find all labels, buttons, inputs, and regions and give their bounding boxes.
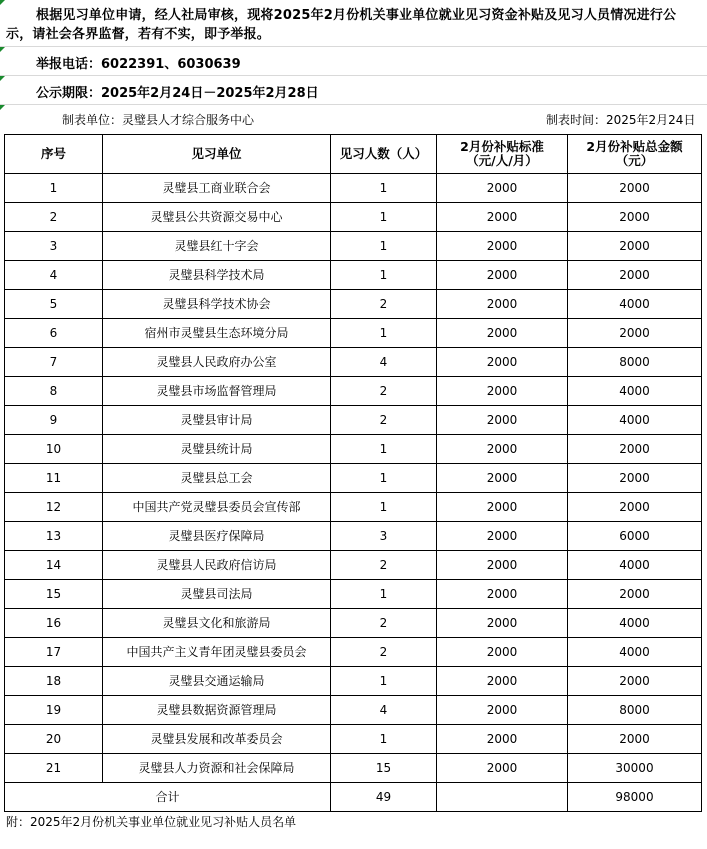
row-count: 1: [331, 667, 437, 696]
row-unit: 灵璧县人民政府信访局: [103, 551, 331, 580]
row-amount: 2000: [568, 435, 702, 464]
row-count: 1: [331, 435, 437, 464]
row-amount: 8000: [568, 696, 702, 725]
row-amount: 30000: [568, 754, 702, 783]
table-row: [5, 667, 702, 696]
row-unit: 灵璧县交通运输局: [103, 667, 331, 696]
table-row: [5, 638, 702, 667]
row-count: 3: [331, 522, 437, 551]
row-standard: 2000: [437, 725, 568, 754]
table-row: [5, 406, 702, 435]
row-standard: 2000: [437, 696, 568, 725]
row-standard: 2000: [437, 493, 568, 522]
row-unit: 灵璧县工商业联合会: [103, 174, 331, 203]
row-index: 8: [5, 377, 103, 406]
row-unit: 灵璧县公共资源交易中心: [103, 203, 331, 232]
row-amount: 8000: [568, 348, 702, 377]
header-standard: 2月份补贴标准 （元/人/月）: [437, 135, 568, 174]
row-index: 11: [5, 464, 103, 493]
row-index: 14: [5, 551, 103, 580]
row-unit: 中国共产主义青年团灵璧县委员会: [103, 638, 331, 667]
row-standard: 2000: [437, 551, 568, 580]
row-count: 1: [331, 174, 437, 203]
row-index: 15: [5, 580, 103, 609]
row-index: 17: [5, 638, 103, 667]
row-index: 20: [5, 725, 103, 754]
header-count: 见习人数（人）: [331, 135, 437, 174]
row-index: 12: [5, 493, 103, 522]
row-index: 9: [5, 406, 103, 435]
total-count: 49: [331, 783, 437, 812]
row-count: 1: [331, 493, 437, 522]
total-row: [5, 783, 702, 812]
row-count: 1: [331, 725, 437, 754]
row-index: 13: [5, 522, 103, 551]
notice-intro: 根据见习单位申请，经人社局审核，现将2025年2月份机关事业单位就业见习资金补贴及见习人员情况进行公示，请社会各界监督，若有不实，即予举报。: [6, 8, 677, 42]
row-standard: 2000: [437, 667, 568, 696]
row-count: 2: [331, 638, 437, 667]
row-unit: 灵璧县总工会: [103, 464, 331, 493]
row-count: 2: [331, 609, 437, 638]
row-index: 19: [5, 696, 103, 725]
row-standard: 2000: [437, 638, 568, 667]
row-standard: 2000: [437, 174, 568, 203]
row-index: 1: [5, 174, 103, 203]
row-unit: 灵璧县统计局: [103, 435, 331, 464]
row-unit: 灵璧县人民政府办公室: [103, 348, 331, 377]
table-row: [5, 696, 702, 725]
table-row: [5, 609, 702, 638]
row-amount: 4000: [568, 290, 702, 319]
row-standard: 2000: [437, 754, 568, 783]
row-count: 1: [331, 232, 437, 261]
cell-marker: [0, 47, 5, 52]
row-standard: 2000: [437, 290, 568, 319]
row-unit: 灵璧县司法局: [103, 580, 331, 609]
notice-period: 公示期限：2025年2月24日－2025年2月28日: [36, 86, 319, 101]
row-unit: 灵璧县医疗保障局: [103, 522, 331, 551]
row-unit: 灵璧县审计局: [103, 406, 331, 435]
cell-marker: [0, 76, 5, 81]
row-amount: 2000: [568, 725, 702, 754]
row-standard: 2000: [437, 203, 568, 232]
table-row: [5, 754, 702, 783]
row-index: 6: [5, 319, 103, 348]
row-divider: [0, 104, 707, 105]
row-standard: 2000: [437, 580, 568, 609]
total-standard: [437, 783, 568, 812]
row-amount: 2000: [568, 319, 702, 348]
row-amount: 2000: [568, 667, 702, 696]
header-amount: 2月份补贴总金额 （元）: [568, 135, 702, 174]
row-amount: 2000: [568, 203, 702, 232]
table-row: [5, 580, 702, 609]
total-amount: 98000: [568, 783, 702, 812]
table-row: [5, 232, 702, 261]
row-count: 1: [331, 261, 437, 290]
row-standard: 2000: [437, 406, 568, 435]
row-amount: 2000: [568, 232, 702, 261]
row-index: 16: [5, 609, 103, 638]
row-unit: 中国共产党灵璧县委员会宣传部: [103, 493, 331, 522]
row-unit: 灵璧县科学技术局: [103, 261, 331, 290]
table-row: [5, 464, 702, 493]
appendix-note: 附：2025年2月份机关事业单位就业见习补贴人员名单: [6, 815, 297, 829]
row-count: 1: [331, 203, 437, 232]
row-amount: 2000: [568, 493, 702, 522]
row-standard: 2000: [437, 435, 568, 464]
table-row: [5, 377, 702, 406]
prepared-date: 制表时间：2025年2月24日: [546, 113, 696, 127]
header-index: 序号: [5, 135, 103, 174]
total-label: 合计: [5, 783, 331, 812]
row-count: 1: [331, 580, 437, 609]
row-count: 2: [331, 377, 437, 406]
row-unit: 宿州市灵璧县生态环境分局: [103, 319, 331, 348]
row-unit: 灵璧县文化和旅游局: [103, 609, 331, 638]
table-row: [5, 203, 702, 232]
row-divider: [0, 75, 707, 76]
table-row: [5, 174, 702, 203]
row-amount: 4000: [568, 406, 702, 435]
row-count: 15: [331, 754, 437, 783]
row-unit: 灵璧县发展和改革委员会: [103, 725, 331, 754]
prepared-by: 制表单位：灵璧县人才综合服务中心: [62, 113, 255, 127]
row-amount: 2000: [568, 261, 702, 290]
row-count: 4: [331, 696, 437, 725]
cell-marker: [0, 0, 5, 5]
row-index: 3: [5, 232, 103, 261]
table-row: [5, 435, 702, 464]
table-row: [5, 348, 702, 377]
row-standard: 2000: [437, 232, 568, 261]
row-amount: 4000: [568, 609, 702, 638]
row-unit: 灵璧县市场监督管理局: [103, 377, 331, 406]
row-index: 2: [5, 203, 103, 232]
row-amount: 2000: [568, 580, 702, 609]
row-standard: 2000: [437, 522, 568, 551]
row-amount: 4000: [568, 551, 702, 580]
row-index: 4: [5, 261, 103, 290]
report-phone: 举报电话：6022391、6030639: [36, 57, 241, 72]
row-standard: 2000: [437, 464, 568, 493]
row-count: 1: [331, 464, 437, 493]
table-row: [5, 319, 702, 348]
row-count: 2: [331, 406, 437, 435]
row-count: 2: [331, 551, 437, 580]
table-header-row: [5, 135, 702, 174]
row-amount: 4000: [568, 638, 702, 667]
table-row: [5, 725, 702, 754]
header-unit: 见习单位: [103, 135, 331, 174]
table-row: [5, 551, 702, 580]
row-index: 5: [5, 290, 103, 319]
table-row: [5, 493, 702, 522]
row-standard: 2000: [437, 377, 568, 406]
table-row: [5, 290, 702, 319]
row-unit: 灵璧县数据资源管理局: [103, 696, 331, 725]
row-amount: 2000: [568, 464, 702, 493]
row-unit: 灵璧县人力资源和社会保障局: [103, 754, 331, 783]
row-standard: 2000: [437, 348, 568, 377]
row-amount: 6000: [568, 522, 702, 551]
row-index: 10: [5, 435, 103, 464]
row-amount: 4000: [568, 377, 702, 406]
row-standard: 2000: [437, 609, 568, 638]
subsidy-table: [4, 134, 702, 812]
row-index: 7: [5, 348, 103, 377]
row-amount: 2000: [568, 174, 702, 203]
row-count: 2: [331, 290, 437, 319]
cell-marker: [0, 105, 5, 110]
row-divider: [0, 46, 707, 47]
row-index: 18: [5, 667, 103, 696]
row-count: 1: [331, 319, 437, 348]
table-row: [5, 261, 702, 290]
row-count: 4: [331, 348, 437, 377]
row-standard: 2000: [437, 319, 568, 348]
row-standard: 2000: [437, 261, 568, 290]
row-index: 21: [5, 754, 103, 783]
row-unit: 灵璧县红十字会: [103, 232, 331, 261]
row-unit: 灵璧县科学技术协会: [103, 290, 331, 319]
table-row: [5, 522, 702, 551]
